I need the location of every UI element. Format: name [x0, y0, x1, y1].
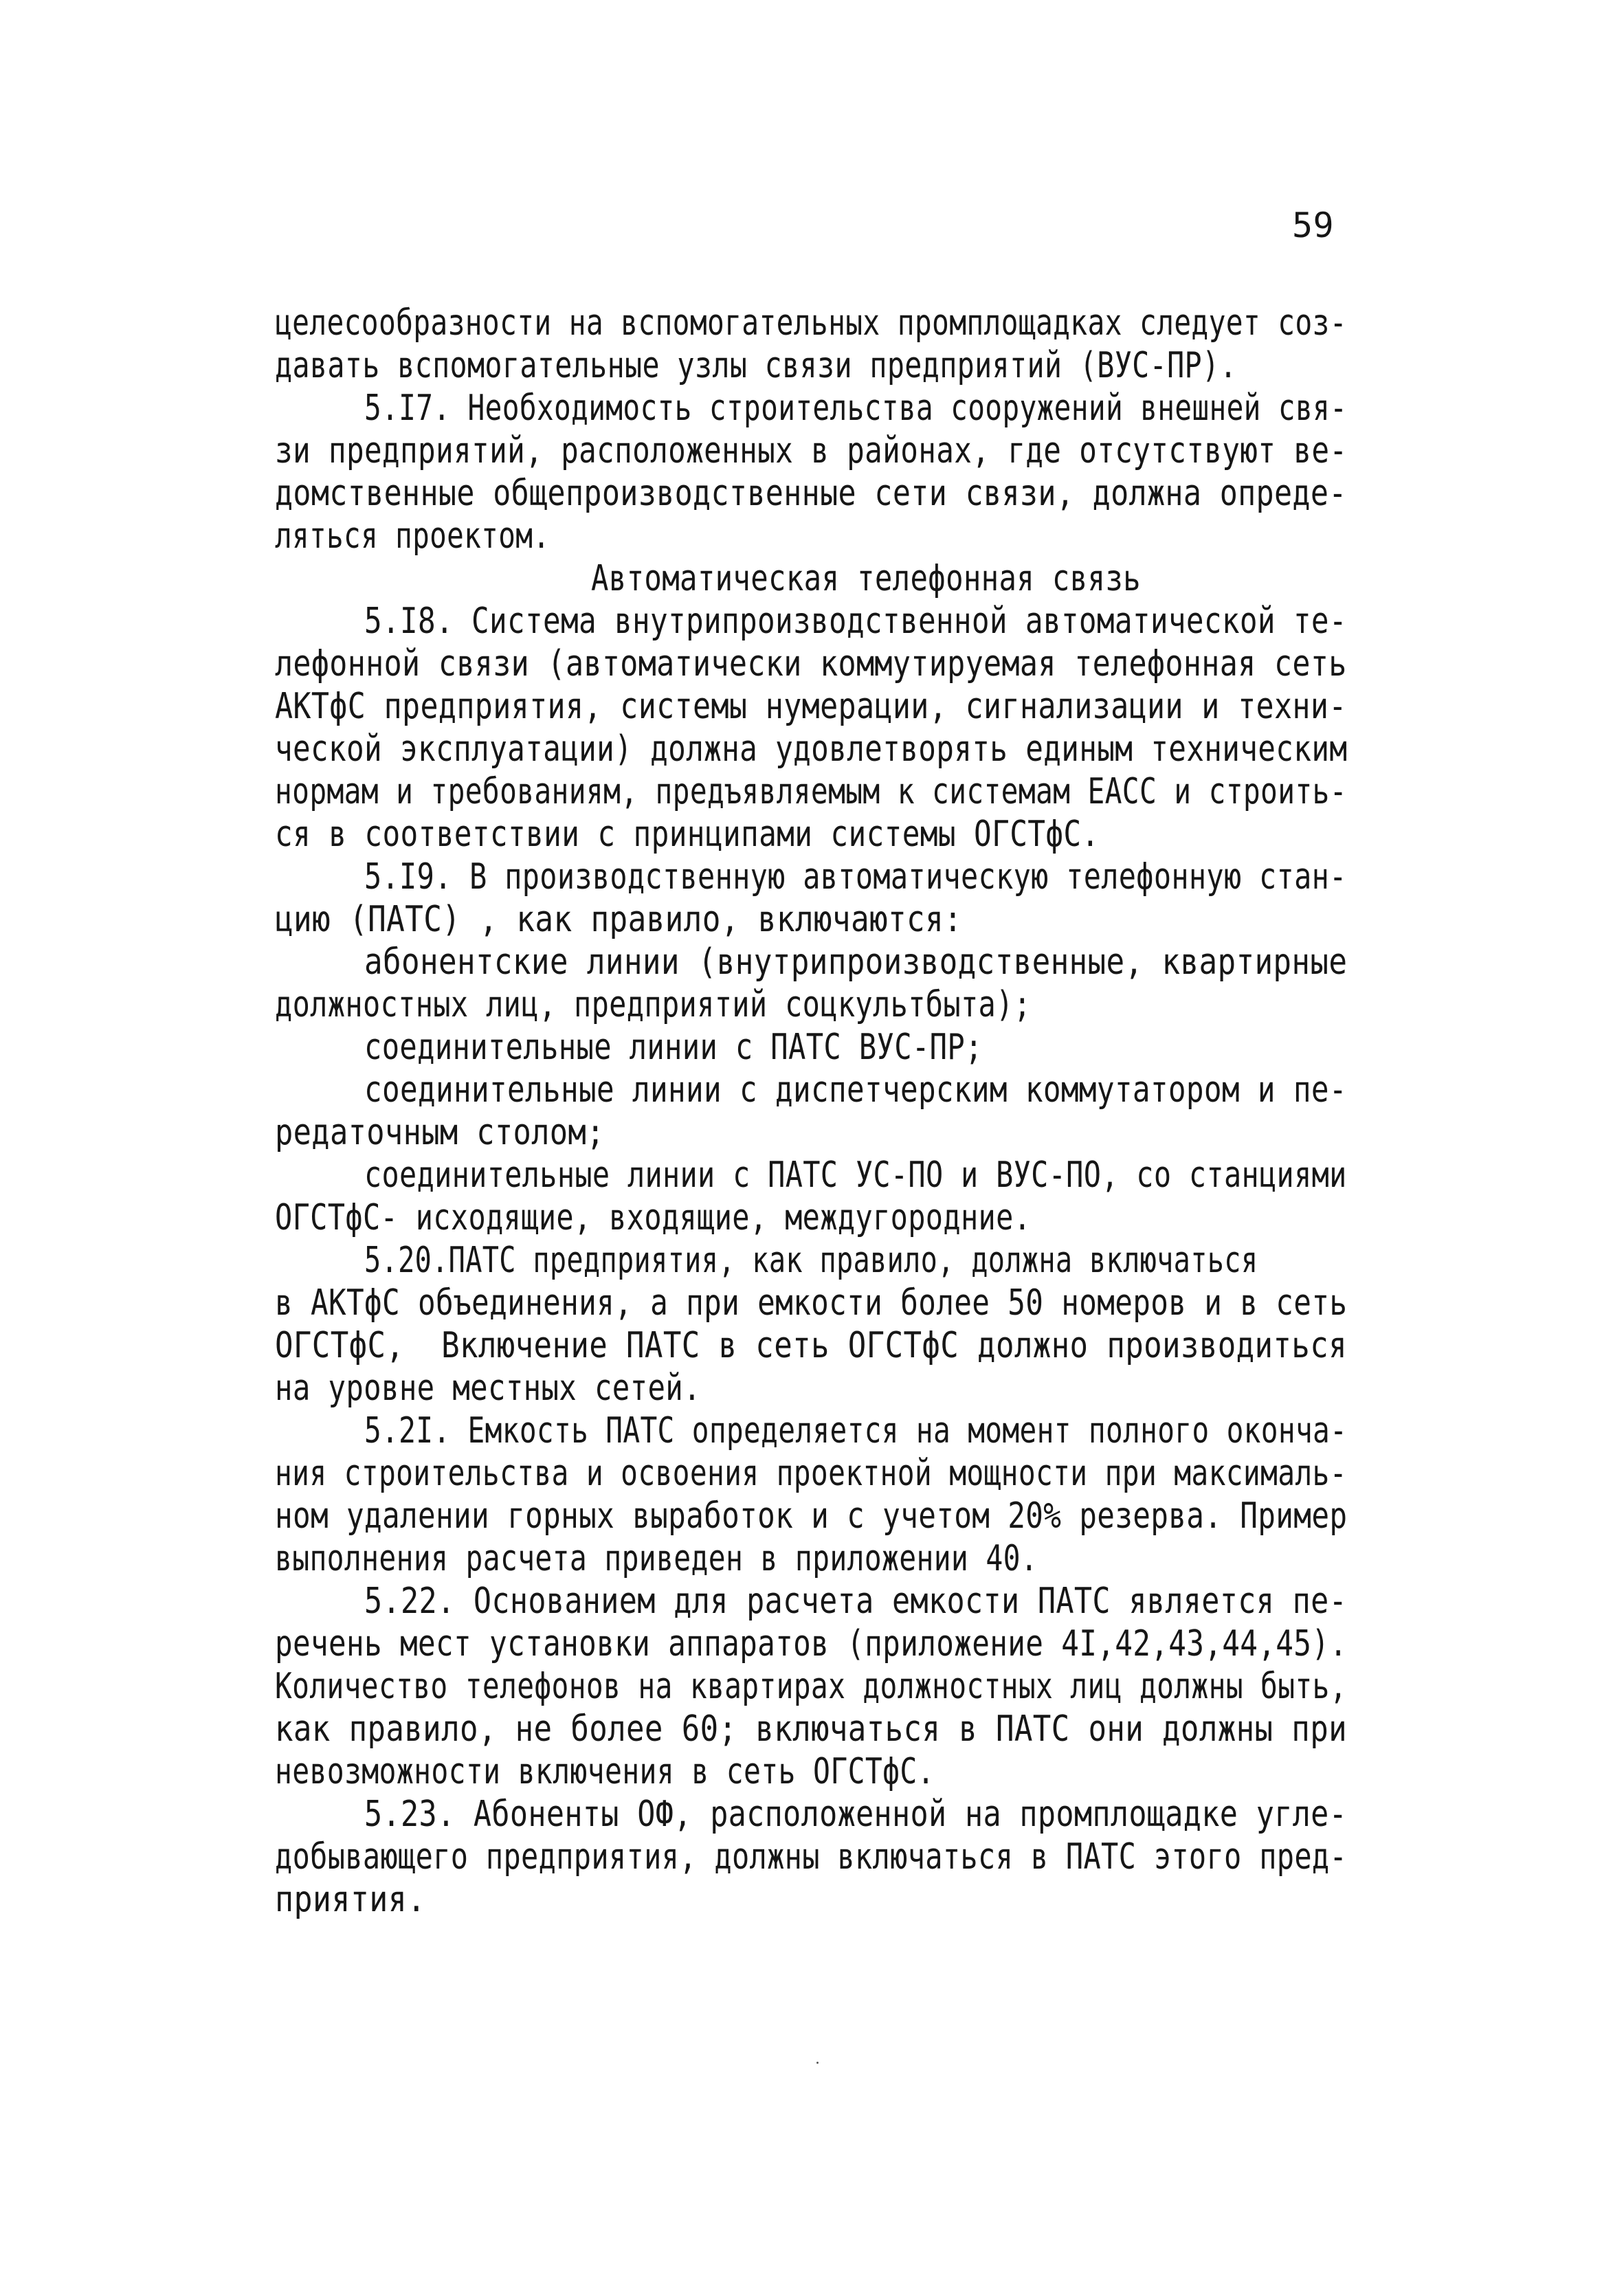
text-line: ния строительства и освоения проектной мощности при максималь-: [275, 1453, 1347, 1494]
text-line: ОГСТфС, Включение ПАТС в сеть ОГСТфС должно производиться: [275, 1325, 1347, 1366]
text-line: приятия.: [275, 1879, 426, 1920]
text-line: ном удалении горных выработок и с учетом 20% резерва. Пример: [275, 1495, 1348, 1537]
list-item: абонентские линии (внутрипроизводственные, квартирные: [364, 942, 1348, 983]
text-line: ческой эксплуатации) должна удовлетворять единым техническим: [275, 728, 1348, 770]
scan-speck: [816, 2062, 819, 2064]
text-line: редаточным столом;: [275, 1112, 605, 1153]
section-5-21-start: 5.2I. Емкость ПАТС определяется на момент полного оконча-: [364, 1410, 1348, 1451]
list-item: соединительные линии с ПАТС УС-ПО и ВУС-ПО, со станциями: [364, 1155, 1347, 1196]
text-line: выполнения расчета приведен в приложении 40.: [275, 1538, 1038, 1579]
text-line: на уровне местных сетей.: [275, 1368, 701, 1409]
text-line: лефонной связи (автоматически коммутируемая телефонная сеть: [275, 643, 1347, 684]
text-line: добывающего предприятия, должны включаться в ПАТС этого пред-: [275, 1836, 1348, 1878]
text-line: АКТфС предприятия, системы нумерации, сигнализации и техни-: [275, 686, 1347, 727]
text-line: как правило, не более 60; включаться в ПАТС они должны при: [275, 1708, 1347, 1750]
section-5-22-start: 5.22. Основанием для расчета емкости ПАТС является пе-: [364, 1581, 1348, 1622]
text-line: нормам и требованиям, предъявляемым к системам ЕАСС и строить-: [275, 771, 1347, 812]
section-5-18-start: 5.I8. Система внутрипроизводственной автоматической те-: [364, 601, 1347, 642]
text-line: речень мест установки аппаратов (приложение 4I,42,43,44,45).: [275, 1623, 1348, 1664]
section-5-19-start: 5.I9. В производственную автоматическую телефонную стан-: [364, 856, 1347, 898]
text-line: целесообразности на вспомогательных промплощадках следует соз-: [275, 302, 1347, 344]
section-5-20-start: 5.20.ПАТС предприятия, как правило, должна включаться: [364, 1240, 1258, 1281]
text-line: ся в соответствии с принципами системы ОГСТфС.: [275, 814, 1100, 855]
list-item: соединительные линии с ПАТС ВУС-ПР;: [364, 1027, 983, 1068]
text-line: должностных лиц, предприятий соцкультбыта);: [275, 984, 1032, 1025]
text-line: давать вспомогательные узлы связи предприятий (ВУС-ПР).: [275, 345, 1237, 386]
text-line: Количество телефонов на квартирах должностных лиц должны быть,: [275, 1666, 1347, 1707]
text-line: домственные общепроизводственные сети связи, должна опреде-: [275, 473, 1347, 514]
page-number: 59: [1292, 205, 1335, 245]
text-line: невозможности включения в сеть ОГСТфС.: [275, 1751, 935, 1792]
list-item: соединительные линии с диспетчерским коммутатором и пе-: [364, 1069, 1347, 1111]
text-line: зи предприятий, расположенных в районах, где отсутствуют ве-: [275, 430, 1348, 471]
text-line: ляться проектом.: [275, 515, 550, 557]
text-line: ОГСТфС- исходящие, входящие, междугородние.: [275, 1197, 1032, 1238]
text-line: в АКТфС объединения, а при емкости более 50 номеров и в сеть: [275, 1282, 1348, 1324]
section-5-23-start: 5.23. Абоненты ОФ, расположенной на промплощадке угле-: [364, 1794, 1348, 1835]
section-5-17-start: 5.I7. Необходимость строительства сооружений внешней свя-: [364, 388, 1348, 429]
text-line: цию (ПАТС) , как правило, включаются:: [275, 899, 963, 940]
section-heading: Автоматическая телефонная связь: [591, 558, 1141, 599]
